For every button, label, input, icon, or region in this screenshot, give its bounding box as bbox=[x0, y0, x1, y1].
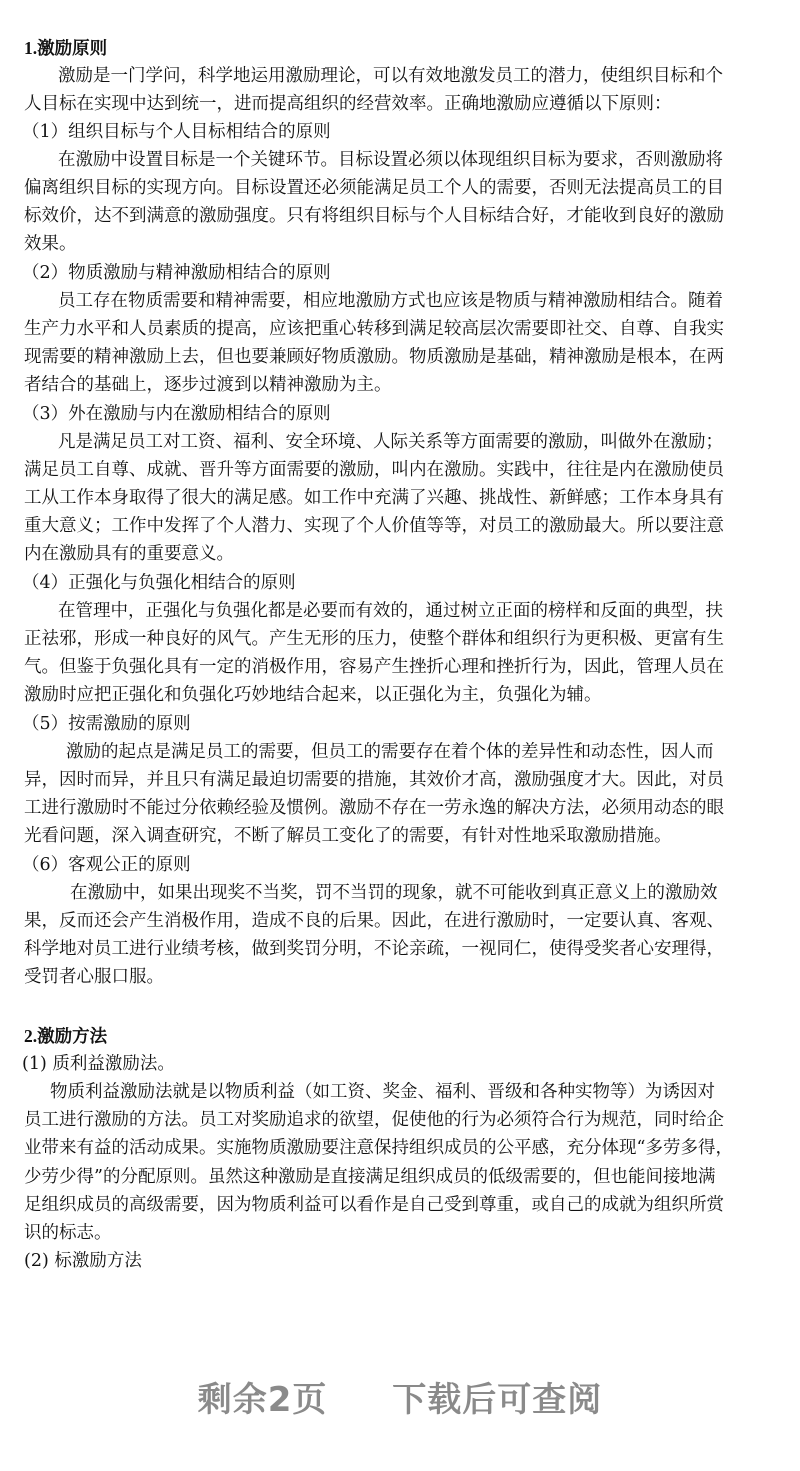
section-heading-2: 2.激励方法 bbox=[24, 1026, 108, 1046]
paragraph-line: 识的标志。 bbox=[24, 1223, 112, 1243]
paragraph-line: 科学地对员工进行业绩考核，做到奖罚分明，不论亲疏，一视同仁，使得受奖者心安理得， bbox=[24, 939, 724, 959]
paragraph-line: 重大意义；工作中发挥了个人潜力、实现了个人价值等等，对员工的激励最大。所以要注意 bbox=[24, 516, 724, 536]
paragraph-line: 业带来有益的活动成果。实施物质激励要注意保持组织成员的公平感，充分体现“多劳多得， bbox=[24, 1138, 733, 1158]
subheading-6: （6）客观公正的原则 bbox=[22, 855, 191, 875]
download-prompt[interactable] bbox=[0, 1372, 800, 1421]
paragraph-line: 员工进行激励的方法。员工对奖励追求的欲望，促使他的行为必须符合行为规范，同时给企 bbox=[24, 1110, 724, 1130]
subheading-1: （1）组织目标与个人目标相结合的原则 bbox=[22, 122, 331, 142]
paragraph-line: 现需要的精神激励上去，但也要兼顾好物质激励。物质激励是基础，精神激励是根本，在两 bbox=[24, 347, 724, 367]
paragraph-line: 光看问题，深入调查研究，不断了解员工变化了的需要，有针对性地采取激励措施。 bbox=[24, 826, 672, 846]
paragraph-line: 者结合的基础上，逐步过渡到以精神激励为主。 bbox=[24, 375, 392, 395]
paragraph-line: 偏离组织目标的实现方向。目标设置还必须能满足员工个人的需要，否则无法提高员工的目 bbox=[24, 178, 724, 198]
subheading-2: （2）物质激励与精神激励相结合的原则 bbox=[22, 263, 331, 283]
download-to-view-label: 下载后可查阅 bbox=[392, 1380, 603, 1420]
section-heading-1: 1.激励原则 bbox=[24, 38, 108, 58]
paragraph-line: 满足员工自尊、成就、晋升等方面需要的激励，叫内在激励。实践中，往往是内在激励使员 bbox=[24, 460, 724, 480]
paragraph-line: 内在激励具有的重要意义。 bbox=[24, 544, 234, 564]
paragraph-line: 激励是一门学问，科学地运用激励理论，可以有效地激发员工的潜力，使组织目标和个 bbox=[58, 66, 723, 86]
paragraph-line: 激励的起点是满足员工的需要，但员工的需要存在着个体的差异性和动态性，因人而 bbox=[66, 742, 714, 762]
method-heading-1: (1) 质利益激励法。 bbox=[22, 1054, 175, 1074]
paragraph-line: 人目标在实现中达到统一，进而提高组织的经营效率。正确地激励应遵循以下原则： bbox=[24, 94, 672, 114]
paragraph-line: 员工存在物质需要和精神需要，相应地激励方式也应该是物质与精神激励相结合。随着 bbox=[58, 291, 723, 311]
subheading-5: （5）按需激励的原则 bbox=[22, 714, 191, 734]
paragraph-line: 果，反而还会产生消极作用，造成不良的后果。因此，在进行激励时，一定要认真、客观、 bbox=[24, 911, 724, 931]
subheading-4: （4）正强化与负强化相结合的原则 bbox=[22, 573, 296, 593]
paragraph-line: (2) 标激励方法 bbox=[24, 1251, 142, 1271]
paragraph-line: 少劳少得”的分配原则。虽然这种激励是直接满足组织成员的低级需要的，但也能间接地满 bbox=[24, 1167, 716, 1187]
remaining-pages-label: 剩余2页 bbox=[197, 1380, 328, 1420]
paragraph-line: 在激励中设置目标是一个关键环节。目标设置必须以体现组织目标为要求，否则激励将 bbox=[58, 150, 723, 170]
subheading-3: （3）外在激励与内在激励相结合的原则 bbox=[22, 404, 331, 424]
paragraph-line: 气。但鉴于负强化具有一定的消极作用，容易产生挫折心理和挫折行为，因此，管理人员在 bbox=[24, 657, 724, 677]
paragraph-line: 标效价，达不到满意的激励强度。只有将组织目标与个人目标结合好，才能收到良好的激励 bbox=[24, 206, 724, 226]
paragraph-line: 凡是满足员工对工资、福利、安全环境、人际关系等方面需要的激励，叫做外在激励； bbox=[58, 432, 723, 452]
paragraph-line: 物质利益激励法就是以物质利益（如工资、奖金、福利、晋级和各种实物等）为诱因对 bbox=[50, 1082, 715, 1102]
paragraph-line: 受罚者心服口服。 bbox=[24, 967, 164, 987]
paragraph-line: 激励时应把正强化和负强化巧妙地结合起来，以正强化为主，负强化为辅。 bbox=[24, 685, 602, 705]
paragraph-line: 效果。 bbox=[24, 234, 77, 254]
paragraph-line: 异，因时而异，并且只有满足最迫切需要的措施，其效价才高，激励强度才大。因此，对员 bbox=[24, 770, 724, 790]
paragraph-line: 工进行激励时不能过分依赖经验及惯例。激励不存在一劳永逸的解决方法，必须用动态的眼 bbox=[24, 798, 724, 818]
paragraph-line: 在管理中，正强化与负强化都是必要而有效的，通过树立正面的榜样和反面的典型，扶 bbox=[58, 601, 723, 621]
paragraph-line: 生产力水平和人员素质的提高，应该把重心转移到满足较高层次需要即社交、自尊、自我实 bbox=[24, 319, 724, 339]
paragraph-line: 正祛邪，形成一种良好的风气。产生无形的压力，使整个群体和组织行为更积极、更富有生 bbox=[24, 629, 724, 649]
paragraph-line: 在激励中，如果出现奖不当奖，罚不当罚的现象，就不可能收到真正意义上的激励效 bbox=[70, 883, 718, 903]
paragraph-line: 足组织成员的高级需要，因为物质利益可以看作是自己受到尊重，或自己的成就为组织所赏 bbox=[24, 1195, 724, 1215]
paragraph-line: 工从工作本身取得了很大的满足感。如工作中充满了兴趣、挑战性、新鲜感；工作本身具有 bbox=[24, 488, 724, 508]
